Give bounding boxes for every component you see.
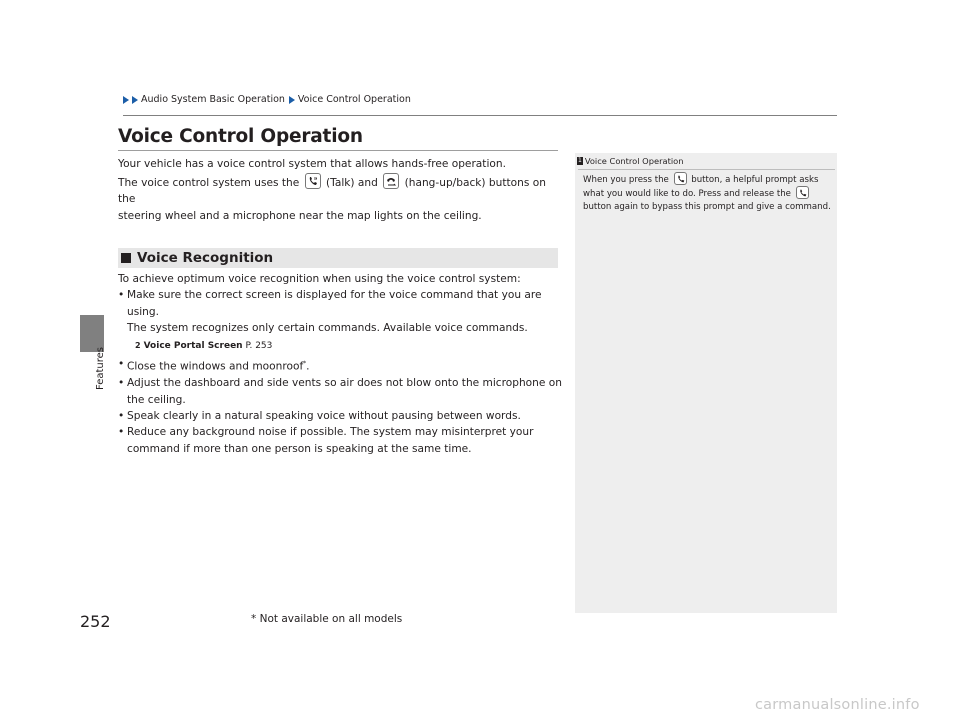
side-tab-label: Features: [95, 347, 106, 390]
intro-text: (Talk) and: [326, 176, 378, 189]
page-number: 252: [80, 612, 111, 631]
intro-paragraph: [118, 156, 563, 224]
footnote-marker: *: [303, 360, 307, 368]
list-item-subtext: The system recognizes only certain commands. Available voice commands.: [127, 321, 528, 334]
section-body: [118, 271, 563, 457]
sidebar-text-part: When you press the: [583, 175, 669, 185]
title-rule: [118, 150, 558, 151]
sidebar-text-part: button, a helpful prompt asks what you would like to do. Press and release the: [583, 175, 819, 200]
intro-text: The voice control system uses the: [118, 176, 300, 189]
talk-icon: [796, 186, 809, 199]
sidebar-heading-text: Voice Control Operation: [584, 156, 684, 166]
intro-line: steering wheel and a microphone near the map lights on the ceiling.: [118, 209, 482, 222]
breadcrumb-arrow-icon: [289, 96, 295, 104]
list-item: [118, 356, 563, 375]
intro-text: (hang-up/back) buttons on the: [118, 176, 546, 205]
breadcrumb-item[interactable]: Audio System Basic Operation: [141, 94, 285, 105]
list-item-text: .: [306, 361, 310, 374]
hang-up-icon: [383, 173, 399, 189]
breadcrumb: [123, 94, 411, 105]
list-item: • Adjust the dashboard and side vents so air does not blow onto the microphone on the ceiling.: [118, 375, 563, 408]
section-heading-text: Voice Recognition: [137, 250, 274, 266]
talk-icon: [674, 172, 687, 185]
header-rule: [123, 115, 837, 116]
intro-line: Your vehicle has a voice control system that allows hands-free operation.: [118, 158, 506, 170]
sidebar-text: [583, 172, 831, 213]
list-item-text: Close the windows and moonroof: [127, 361, 304, 374]
footnote: * Not available on all models: [251, 613, 403, 625]
talk-icon: [305, 173, 321, 189]
sidebar-note-panel: [575, 153, 837, 613]
sidebar-rule: [578, 169, 835, 170]
page-title: Voice Control Operation: [118, 126, 363, 147]
list-item: [118, 287, 563, 354]
note-number-badge: 1: [578, 157, 582, 164]
sidebar-heading: [577, 156, 683, 166]
section-heading: [118, 248, 558, 268]
list-item: • Speak clearly in a natural speaking voice without pausing between words.: [118, 408, 563, 424]
tips-list: [118, 287, 563, 457]
cross-reference-link[interactable]: [135, 338, 563, 354]
list-item-text: Make sure the correct screen is displayed for the voice command that you are using.: [127, 289, 542, 318]
xref-page[interactable]: P. 253: [245, 341, 273, 352]
sidebar-text-part: button again to bypass this prompt and give a command.: [583, 201, 831, 212]
breadcrumb-item[interactable]: Voice Control Operation: [297, 94, 411, 105]
intro-line: [118, 173, 563, 208]
reference-arrow-icon: 2: [135, 341, 141, 351]
breadcrumb-arrow-icon: [123, 96, 129, 104]
watermark: carmanualsonline.info: [755, 697, 920, 713]
list-item: • Reduce any background noise if possible. The system may misinterpret your command if more than one person is speaking at the same time.: [118, 424, 563, 457]
xref-label[interactable]: Voice Portal Screen: [143, 341, 243, 352]
section-lead: To achieve optimum voice recognition when using the voice control system:: [118, 273, 521, 285]
breadcrumb-arrow-icon: [132, 96, 138, 104]
square-bullet-icon: [121, 253, 131, 263]
